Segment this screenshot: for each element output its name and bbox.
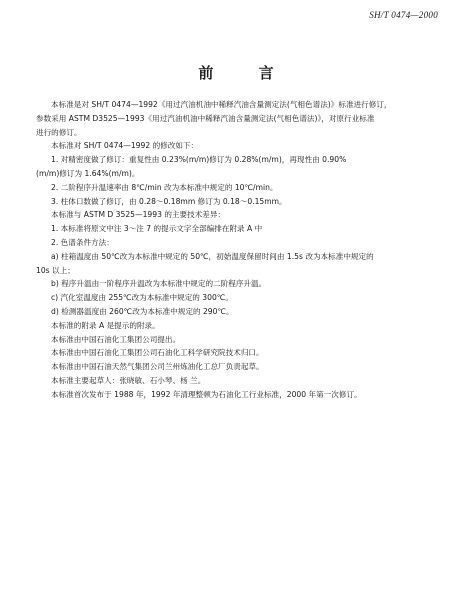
body-line: c) 汽化室温度由 255℃改为本标准中规定的 300℃。 xyxy=(51,293,233,303)
body-line: d) 检测器温度由 260℃改为本标准中规定的 290℃。 xyxy=(51,306,234,316)
body-line: 本标准的附录 A 是提示的附录。 xyxy=(51,320,160,330)
body-line: 1. 对精密度做了修订：重复性由 0.23%(m/m)修订为 0.28%(m/m)，再现性由 0.90% xyxy=(51,155,347,165)
body-line: 本标准由中国石油化工集团公司石油化工科学研究院技术归口。 xyxy=(51,348,264,358)
body-line: 2. 色谱条件方法： xyxy=(51,237,114,247)
body-line: 10s 以上； xyxy=(36,265,75,275)
body-line: (m/m)修订为 1.64%(m/m)。 xyxy=(36,168,140,178)
body-line: 进行的修订。 xyxy=(36,127,82,137)
document-body xyxy=(36,98,438,402)
body-line: 本标准与 ASTM D 3525—1993 的主要技术差异： xyxy=(51,210,226,220)
body-line: a) 柱箱温度由 50℃改为本标准中规定的 50℃，初始温度保留时间由 1.5s 改为本标准中规定的 xyxy=(51,251,374,261)
body-line: 本标准对 SH/T 0474—1992 的修改如下： xyxy=(51,141,199,151)
body-line: 3. 柱体口数做了修订，由 0.28～0.18mm 修订为 0.18～0.15mm。 xyxy=(51,196,287,206)
body-line: b) 程序升温由一阶程序升温改为本标准中规定的二阶程序升温。 xyxy=(51,279,267,289)
body-line: 本标准主要起草人：张晓敏、石小琴、杨 兰。 xyxy=(51,375,206,385)
body-line: 2. 二阶程序升温速率由 8℃/min 改为本标准中规定的 10℃/min。 xyxy=(51,182,278,192)
body-line: 参数采用 ASTM D3525—1993《用过汽油机油中稀释汽油含量测定法(气相色谱法)》，对原行业标准 xyxy=(36,113,375,123)
body-line: 1. 本标准将原文中注 3～注 7 的提示文字全部编排在附录 A 中 xyxy=(51,224,263,234)
body-line: 本标准由中国石油天然气集团公司兰州炼油化工总厂负责起草。 xyxy=(51,362,264,372)
body-line: 本标准是对 SH/T 0474—1992《用过汽油机油中稀释汽油含量测定法(气相色谱法)》标准进行修订， xyxy=(51,100,392,109)
body-line: 本标准由中国石油化工集团公司提出。 xyxy=(51,334,181,344)
page-title: 前 言 xyxy=(198,64,294,82)
standard-code: SH/T 0474—2000 xyxy=(369,10,438,20)
body-line: 本标准首次发布于 1988 年，1992 年清理整顿为石油化工行业标准，2000 年第一次修订。 xyxy=(51,389,362,399)
